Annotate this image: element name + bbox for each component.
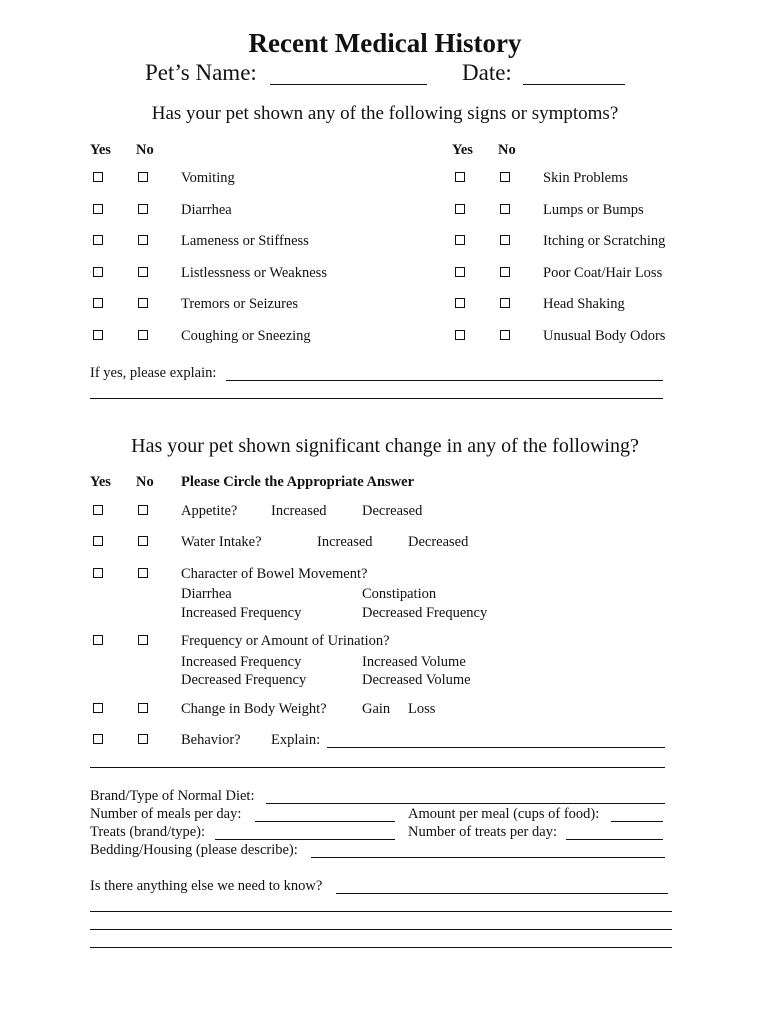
water-increased-option[interactable]: Increased	[317, 534, 373, 550]
weight-label: Change in Body Weight?	[181, 701, 327, 717]
pet-name-label: Pet’s Name:	[145, 60, 257, 85]
anything-else-field-line-4[interactable]	[90, 947, 672, 948]
symptom-label: Poor Coat/Hair Loss	[543, 265, 663, 281]
water-label: Water Intake?	[181, 534, 262, 550]
symptom-label: Head Shaking	[543, 296, 625, 312]
yes-checkbox-skin-problems[interactable]	[455, 172, 465, 182]
weight-gain-option[interactable]: Gain	[362, 701, 391, 717]
change-question: Has your pet shown significant change in any of the following?	[131, 435, 639, 457]
no-checkbox-odors[interactable]	[500, 330, 510, 340]
symptom-label: Itching or Scratching	[543, 233, 666, 249]
yes-checkbox-head-shaking[interactable]	[455, 298, 465, 308]
no-checkbox-itching[interactable]	[500, 235, 510, 245]
bedding-label: Bedding/Housing (please describe):	[90, 842, 298, 858]
yes-checkbox-odors[interactable]	[455, 330, 465, 340]
bedding-field[interactable]	[311, 857, 665, 858]
urination-increased-volume-option[interactable]: Increased Volume	[362, 654, 466, 670]
pet-name-field[interactable]	[270, 84, 427, 85]
no-checkbox-water[interactable]	[138, 536, 148, 546]
bowel-diarrhea-option[interactable]: Diarrhea	[181, 586, 232, 602]
anything-else-label: Is there anything else we need to know?	[90, 878, 323, 894]
symptom-label: Unusual Body Odors	[543, 328, 666, 344]
no-checkbox-coat[interactable]	[500, 267, 510, 277]
yes-checkbox-bowel[interactable]	[93, 568, 103, 578]
treats-per-day-label: Number of treats per day:	[408, 824, 557, 840]
yes-checkbox-behavior[interactable]	[93, 734, 103, 744]
explain-label: If yes, please explain:	[90, 365, 217, 381]
no-checkbox-vomiting[interactable]	[138, 172, 148, 182]
symptom-label: Vomiting	[181, 170, 235, 186]
form-title: Recent Medical History	[248, 28, 522, 58]
treats-label: Treats (brand/type):	[90, 824, 206, 840]
yes-checkbox-lumps[interactable]	[455, 204, 465, 214]
appetite-increased-option[interactable]: Increased	[271, 503, 327, 519]
yes-checkbox-urination[interactable]	[93, 635, 103, 645]
no-checkbox-lameness[interactable]	[138, 235, 148, 245]
no-checkbox-coughing[interactable]	[138, 330, 148, 340]
appetite-decreased-option[interactable]: Decreased	[362, 503, 423, 519]
urination-decreased-volume-option[interactable]: Decreased Volume	[362, 672, 471, 688]
bowel-decreased-frequency-option[interactable]: Decreased Frequency	[362, 605, 488, 621]
symptom-label: Coughing or Sneezing	[181, 328, 311, 344]
circle-instruction: Please Circle the Appropriate Answer	[181, 474, 415, 490]
behavior-explain-field-line-2[interactable]	[90, 767, 665, 768]
yes-checkbox-weight[interactable]	[93, 703, 103, 713]
amount-per-meal-label: Amount per meal (cups of food):	[408, 806, 600, 822]
no-checkbox-behavior[interactable]	[138, 734, 148, 744]
yes-checkbox-lameness[interactable]	[93, 235, 103, 245]
urination-label: Frequency or Amount of Urination?	[181, 633, 390, 649]
meals-per-day-label: Number of meals per day:	[90, 806, 242, 822]
symptom-label: Skin Problems	[543, 170, 628, 186]
yes-checkbox-diarrhea[interactable]	[93, 204, 103, 214]
no-header-left: No	[136, 142, 154, 158]
no-checkbox-head-shaking[interactable]	[500, 298, 510, 308]
no-checkbox-weight[interactable]	[138, 703, 148, 713]
symptom-label: Lumps or Bumps	[543, 202, 644, 218]
bowel-increased-frequency-option[interactable]: Increased Frequency	[181, 605, 302, 621]
yes-header: Yes	[90, 474, 111, 490]
yes-checkbox-vomiting[interactable]	[93, 172, 103, 182]
no-header-right: No	[498, 142, 516, 158]
yes-checkbox-coat[interactable]	[455, 267, 465, 277]
no-checkbox-lumps[interactable]	[500, 204, 510, 214]
appetite-label: Appetite?	[181, 503, 238, 519]
behavior-explain-label: Explain:	[271, 732, 321, 748]
date-label: Date:	[462, 60, 512, 85]
yes-checkbox-appetite[interactable]	[93, 505, 103, 515]
yes-header-left: Yes	[90, 142, 111, 158]
bowel-label: Character of Bowel Movement?	[181, 566, 368, 582]
no-checkbox-listlessness[interactable]	[138, 267, 148, 277]
no-checkbox-urination[interactable]	[138, 635, 148, 645]
yes-checkbox-coughing[interactable]	[93, 330, 103, 340]
yes-checkbox-tremors[interactable]	[93, 298, 103, 308]
behavior-label: Behavior?	[181, 732, 241, 748]
behavior-explain-field[interactable]	[327, 747, 665, 748]
yes-checkbox-water[interactable]	[93, 536, 103, 546]
explain-field[interactable]	[226, 380, 663, 381]
bowel-constipation-option[interactable]: Constipation	[362, 586, 437, 602]
weight-loss-option[interactable]: Loss	[408, 701, 436, 717]
treats-field[interactable]	[215, 839, 395, 840]
date-field[interactable]	[523, 84, 625, 85]
no-checkbox-bowel[interactable]	[138, 568, 148, 578]
symptom-label: Listlessness or Weakness	[181, 265, 327, 281]
yes-checkbox-itching[interactable]	[455, 235, 465, 245]
no-checkbox-diarrhea[interactable]	[138, 204, 148, 214]
symptoms-question: Has your pet shown any of the following signs or symptoms?	[151, 103, 619, 124]
symptom-label: Diarrhea	[181, 202, 232, 218]
symptom-label: Lameness or Stiffness	[181, 233, 309, 249]
no-checkbox-appetite[interactable]	[138, 505, 148, 515]
yes-header-right: Yes	[452, 142, 473, 158]
anything-else-field-line-3[interactable]	[90, 929, 672, 930]
water-decreased-option[interactable]: Decreased	[408, 534, 469, 550]
urination-decreased-frequency-option[interactable]: Decreased Frequency	[181, 672, 307, 688]
no-checkbox-tremors[interactable]	[138, 298, 148, 308]
diet-brand-field[interactable]	[266, 803, 665, 804]
yes-checkbox-listlessness[interactable]	[93, 267, 103, 277]
no-header: No	[136, 474, 154, 490]
urination-increased-frequency-option[interactable]: Increased Frequency	[181, 654, 302, 670]
meals-per-day-field[interactable]	[255, 821, 395, 822]
symptom-label: Tremors or Seizures	[181, 296, 299, 312]
anything-else-field-line-2[interactable]	[90, 911, 672, 912]
treats-per-day-field[interactable]	[566, 839, 663, 840]
no-checkbox-skin-problems[interactable]	[500, 172, 510, 182]
diet-brand-label: Brand/Type of Normal Diet:	[90, 788, 255, 804]
anything-else-field[interactable]	[336, 893, 668, 894]
amount-per-meal-field[interactable]	[611, 821, 663, 822]
explain-field-line-2[interactable]	[90, 398, 663, 399]
